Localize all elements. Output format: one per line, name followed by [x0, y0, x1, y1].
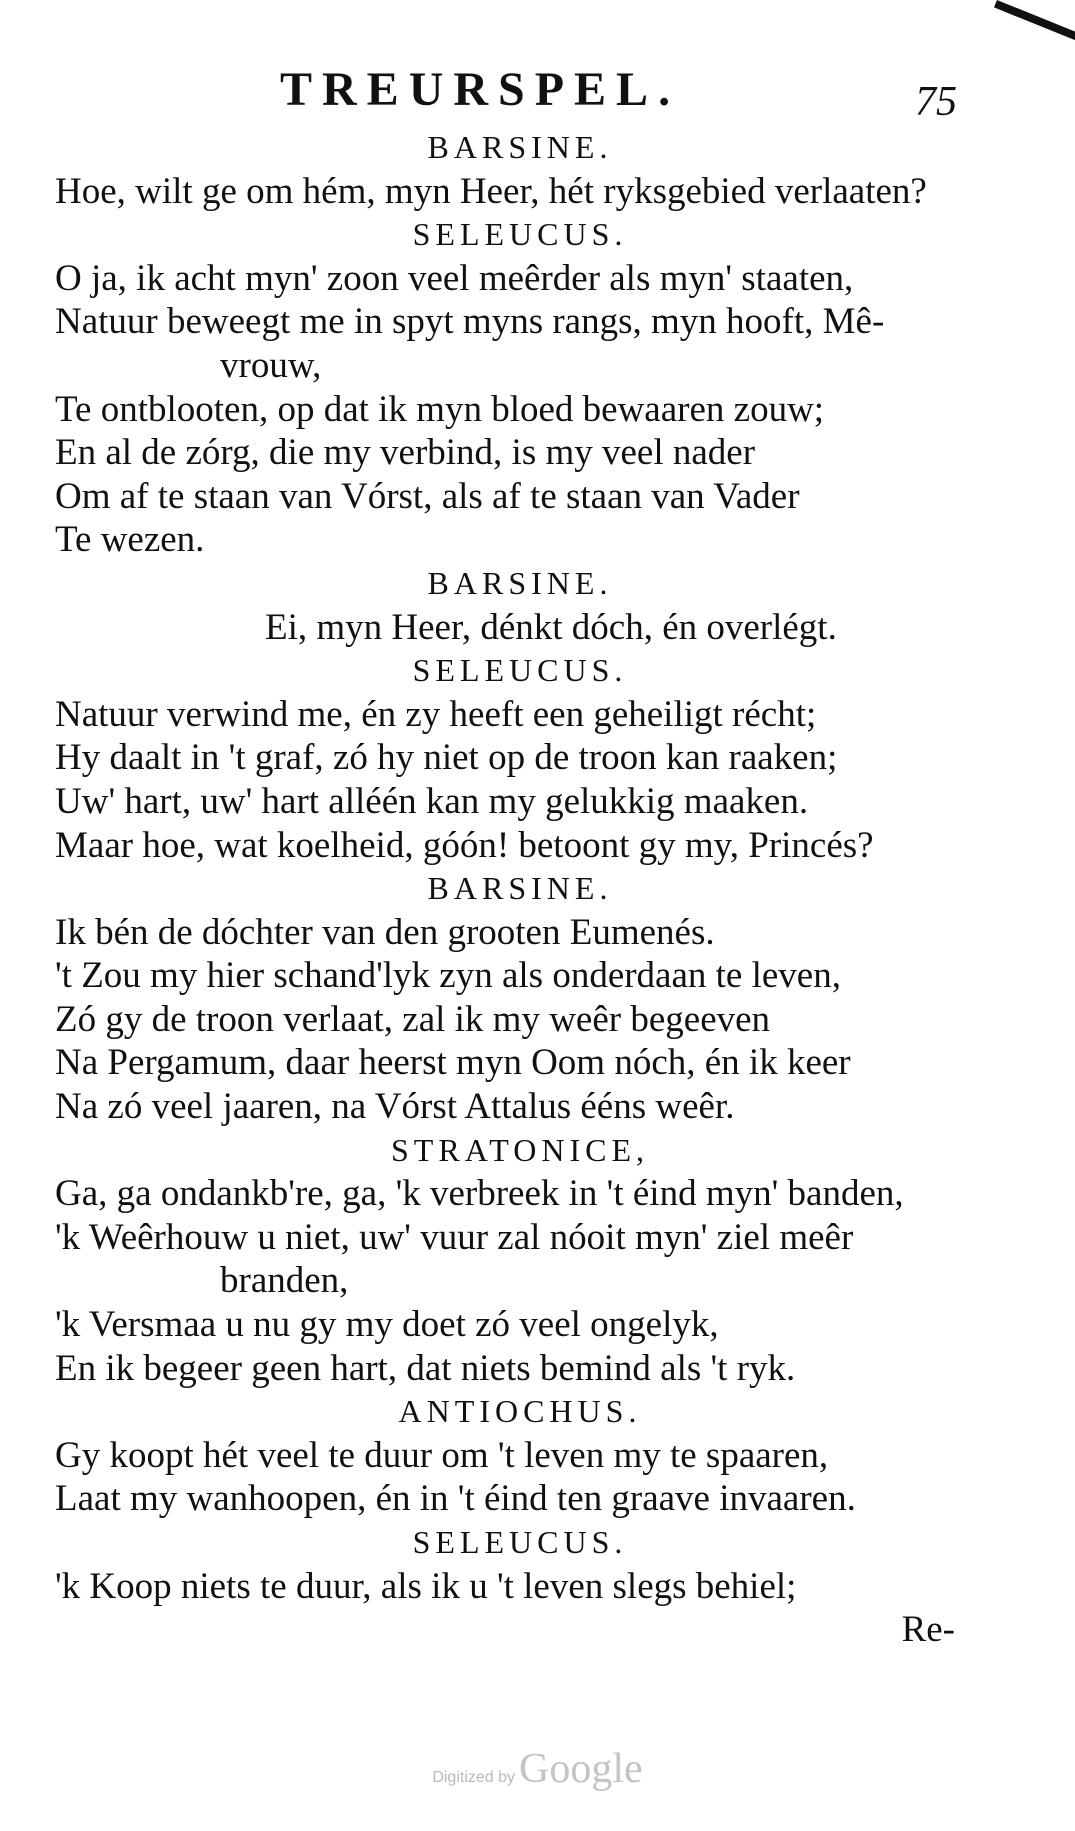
speaker-name: BARSINE. [427, 129, 613, 165]
verse-line: branden, [220, 1260, 349, 1302]
catchword: Re- [901, 1609, 955, 1651]
verse-line: 'k Koop niets te duur, als ik u 't leven slegs behiel; [55, 1565, 797, 1607]
speaker-name: BARSINE. [427, 564, 613, 601]
running-title: TREURSPEL. [280, 63, 681, 116]
verse-line: Na zó veel jaaren, na Vórst Attalus ééns weêr. [55, 1086, 735, 1128]
watermark-prefix: Digitized by [432, 1769, 516, 1786]
verse-line: Hoe, wilt ge om hém, myn Heer, hét ryksgebied verlaaten? [55, 170, 927, 212]
play-text [55, 126, 985, 1652]
page-corner-mark [994, 0, 1075, 41]
verse-line: Ei, myn Heer, dénkt dóch, én overlégt. [265, 606, 837, 648]
verse-line: Hy daalt in 't graf, zó hy niet op de troon kan raaken; [55, 737, 838, 779]
verse-line: vrouw, [220, 344, 322, 386]
verse-line: 'k Versmaa u nu gy my doet zó veel ongelyk, [55, 1304, 719, 1346]
speaker-name: SELEUCUS. [412, 216, 628, 253]
speaker-name: STRATONICE, [391, 1131, 649, 1168]
page-number: 75 [915, 79, 957, 125]
verse-line: Gy koopt hét veel te duur om 't leven my te spaaren, [55, 1434, 829, 1476]
verse-line: Na Pergamum, daar heerst myn Oom nóch, én ik keer [55, 1042, 851, 1084]
speaker-name: ANTIOCHUS. [398, 1393, 642, 1430]
verse-line: Maar hoe, wat koelheid, góón! betoont gy my, Princés? [55, 824, 874, 866]
verse-line: 't Zou my hier schand'lyk zyn als onderdaan te leven, [55, 955, 841, 997]
speaker-name: SELEUCUS. [412, 652, 628, 689]
speaker-name: BARSINE. [427, 870, 613, 907]
digitization-watermark [0, 1745, 1075, 1793]
verse-line: Ik bén de dóchter van den grooten Eumenés. [55, 911, 715, 953]
verse-line: Natuur beweegt me in spyt myns rangs, myn hooft, Mê- [55, 301, 885, 343]
verse-line: Uw' hart, uw' hart alléén kan my gelukkig maaken. [55, 780, 809, 822]
verse-line: O ja, ik acht myn' zoon veel meêrder als myn' staaten, [55, 257, 854, 299]
verse-line: En al de zórg, die my verbind, is my veel nader [55, 432, 756, 474]
verse-line: Te ontblooten, op dat ik myn bloed bewaaren zouw; [55, 388, 825, 430]
page-header [0, 62, 1075, 125]
verse-line: 'k Weêrhouw u niet, uw' vuur zal nóoit myn' ziel meêr [55, 1216, 854, 1258]
verse-line: En ik begeer geen hart, dat niets bemind als 't ryk. [55, 1347, 796, 1389]
verse-line: Ga, ga ondankb're, ga, 'k verbreek in 't éind myn' banden, [55, 1173, 904, 1215]
watermark-logo-text: Google [519, 1746, 643, 1792]
verse-line: Natuur verwind me, én zy heeft een geheiligt récht; [55, 693, 817, 735]
speaker-name: SELEUCUS. [412, 1524, 628, 1560]
verse-line: Te wezen. [55, 519, 205, 561]
verse-line: Om af te staan van Vórst, als af te staan van Vader [55, 475, 800, 517]
verse-line: Zó gy de troon verlaat, zal ik my weêr begeeven [55, 998, 771, 1040]
verse-line: Laat my wanhoopen, én in 't éind ten graave invaaren. [55, 1478, 856, 1520]
